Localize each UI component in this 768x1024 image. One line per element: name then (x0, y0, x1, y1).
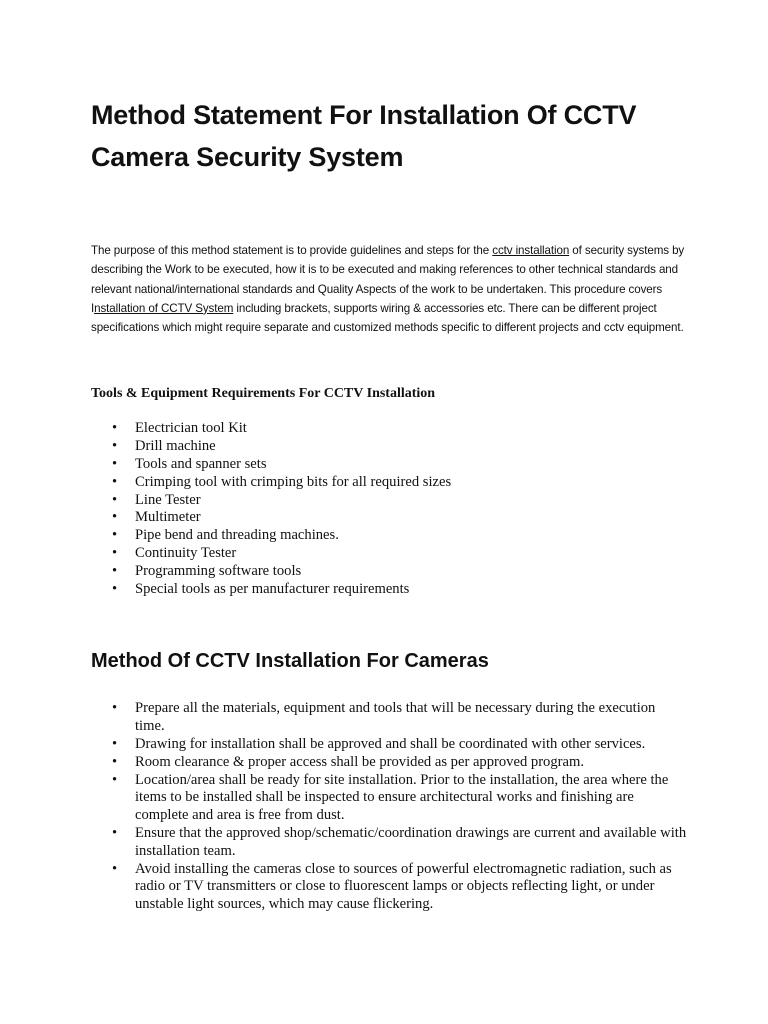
list-item-text: Multimeter (135, 509, 201, 526)
list-item (112, 473, 688, 492)
bullet-icon: • (112, 527, 118, 544)
bullet-icon: • (112, 456, 118, 473)
list-item-text: Prepare all the materials, equipment and tools that will be necessary during the execution time. (135, 700, 656, 735)
list-item-text: Electrician tool Kit (135, 420, 247, 437)
list-item-text: Drawing for installation shall be approved and shall be coordinated with other services. (135, 736, 646, 753)
list-item (112, 438, 688, 456)
list-item-text: Tools and spanner sets (135, 456, 267, 473)
list-item-text: Crimping tool with crimping bits for all required sizes (135, 473, 452, 490)
list-item (112, 491, 688, 510)
bullet-icon: • (112, 771, 118, 788)
page-title (91, 0, 688, 178)
list-item (112, 420, 688, 438)
title-line-2: Camera Security System (91, 142, 404, 172)
bullet-icon: • (112, 473, 118, 490)
intro-paragraph (91, 241, 688, 337)
list-item (112, 825, 688, 861)
list-item (112, 509, 688, 527)
steps-list (91, 700, 688, 914)
bullet-icon: • (112, 438, 118, 455)
list-item (112, 736, 688, 754)
list-item (112, 527, 688, 545)
cctv-installation-link[interactable]: cctv installation (492, 244, 570, 257)
bullet-icon: • (112, 753, 118, 770)
list-item-text: Programming software tools (135, 562, 302, 579)
tools-heading: Tools & Equipment Requirements For CCTV Installation (91, 386, 436, 402)
list-item (112, 580, 688, 599)
list-item (112, 562, 688, 581)
title-line-1: Method Statement For Installation Of CCTV (91, 100, 637, 130)
list-item-text: Room clearance & proper access shall be provided as per approved program. (135, 753, 584, 770)
bullet-icon: • (112, 545, 118, 562)
list-item (112, 860, 688, 914)
method-heading: Method Of CCTV Installation For Cameras (91, 650, 489, 673)
bullet-icon: • (112, 825, 118, 842)
bullet-icon: • (112, 700, 118, 717)
list-item-text: Avoid installing the cameras close to sources of powerful electromagnetic radiation, such as radio or TV transmitters or close to fluorescent lamps or objects reflecting light, or under unstable light sources, which may cause flickering. (135, 860, 672, 913)
list-item-text: Special tools as per manufacturer requirements (135, 580, 410, 597)
tools-list (91, 420, 688, 598)
bullet-icon: • (112, 580, 118, 597)
cctv-system-link[interactable]: nstallation of CCTV System (94, 301, 234, 315)
bullet-icon: • (112, 491, 118, 508)
list-item (112, 545, 688, 563)
list-item-text: Location/area shall be ready for site installation. Prior to the installation, the area where the items to be installed shall be inspected to ensure architectural works and finishing are complete and area is free from dust. (135, 771, 669, 824)
list-item-text: Ensure that the approved shop/schematic/coordination drawings are current and available with installation team. (135, 825, 687, 859)
intro-text-1: The purpose of this method statement is to provide guidelines and steps for the (91, 244, 493, 257)
bullet-icon: • (112, 420, 118, 437)
list-item (112, 700, 688, 736)
intro-text-2: of security systems by describing the Work to be executed, how it is to be executed and making references to other technical standards and relevant national/international standards and Quality Aspects of the work to be undertaken. This procedure covers I (91, 244, 685, 315)
list-item (112, 771, 688, 825)
list-item-text: Line Tester (135, 491, 201, 508)
list-item-text: Pipe bend and threading machines. (135, 527, 339, 544)
list-item (112, 456, 688, 474)
bullet-icon: • (112, 736, 118, 753)
bullet-icon: • (112, 860, 118, 877)
bullet-icon: • (112, 509, 118, 526)
list-item-text: Drill machine (135, 438, 216, 455)
bullet-icon: • (112, 562, 118, 579)
list-item (112, 753, 688, 772)
intro-text-3: including brackets, supports wiring & accessories etc. There can be different project specifications which might require separate and customized methods specific to different projects and cctv equipment. (91, 301, 684, 335)
list-item-text: Continuity Tester (135, 545, 237, 562)
